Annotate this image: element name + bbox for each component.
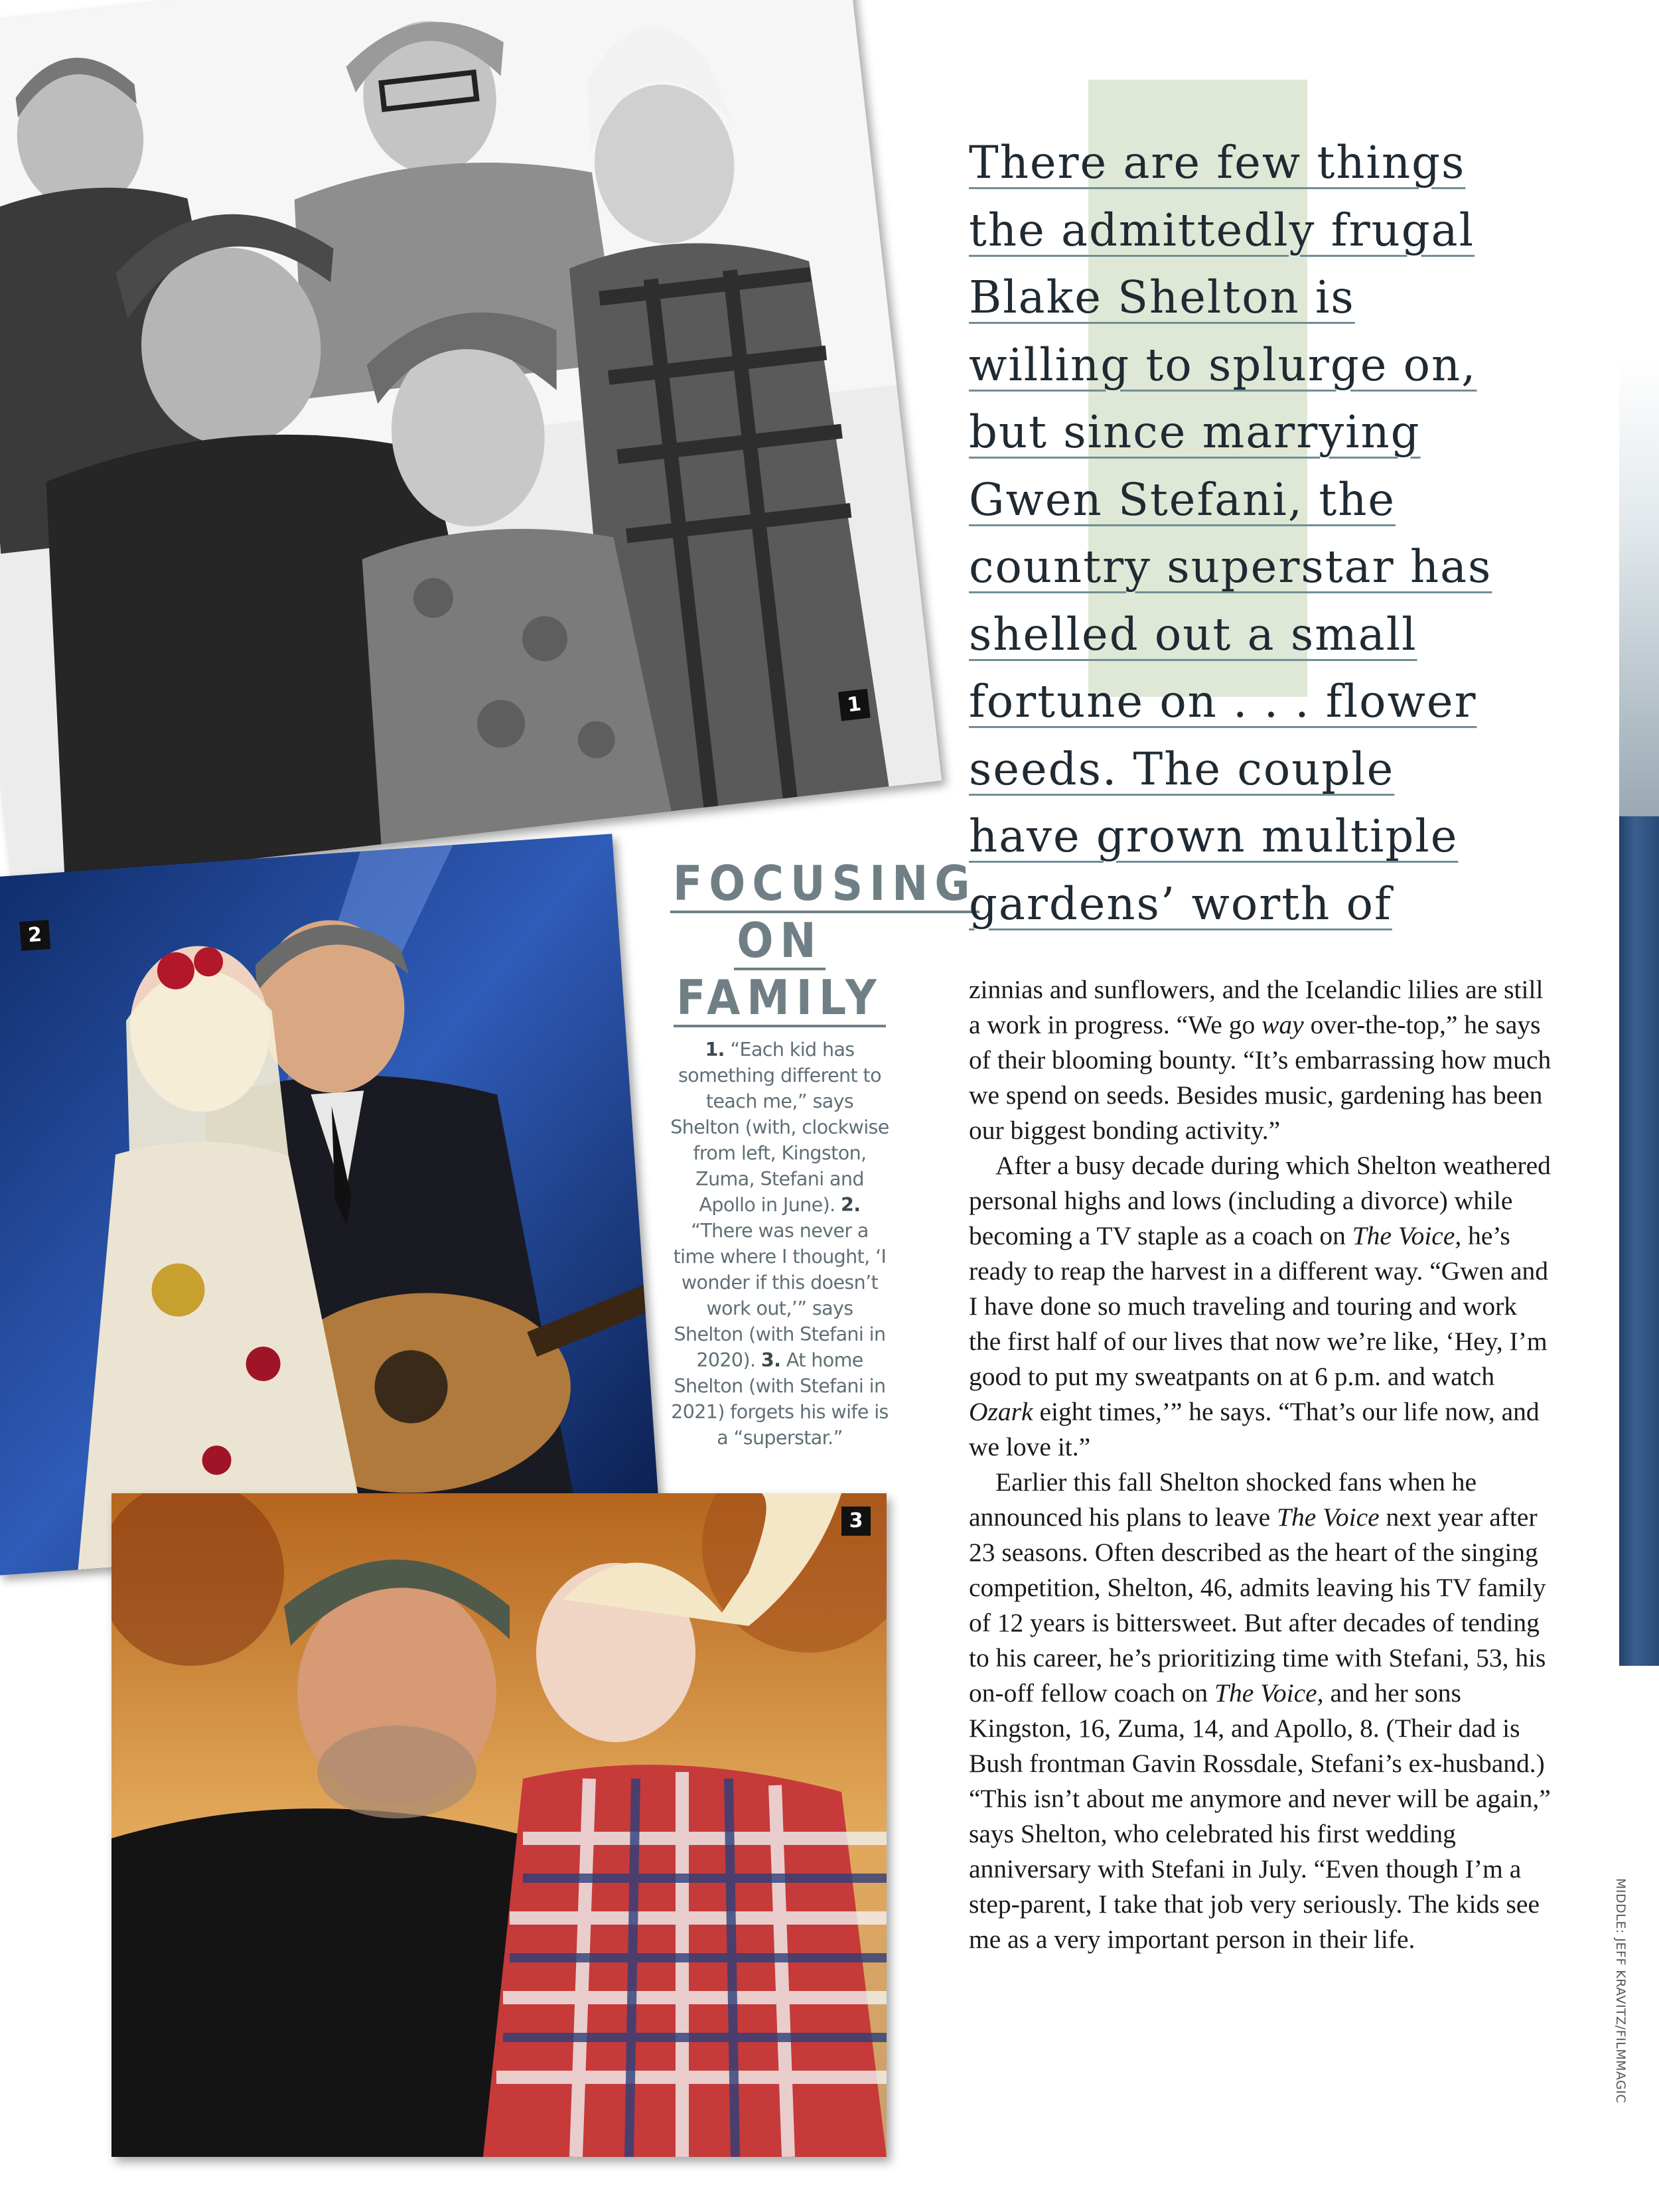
body-text: and her sons Kingston, 16, Zuma, 14, and Apollo, 8. (Their dad is Bush frontman Gavin Rossdale, Stefani’s ex-husband.) “This isn’t about me anymore and never will be again,” says Shelton, who celebrated his first wedding anniversary with Stefani in July. “Even though I’m a step-parent, I take that job very seriously. The kids see me as a very important person in their life. (969, 1678, 1551, 1954)
photo-number-badge: 3 (841, 1507, 871, 1536)
body-text: over-the-top,” he says of their blooming bounty. “It’s embarrassing how much we spend on seeds. Besides music, gardening has been our biggest bonding activity.” (969, 1010, 1551, 1145)
article-lead (969, 129, 1553, 938)
sidebar-title-line: FOCUSING (670, 856, 979, 913)
photo-caption-sidebar (670, 855, 977, 1451)
caption-text: At home Shelton (with Stefani in 2021) forgets his wife is a “superstar.” (671, 1349, 889, 1449)
body-paragraph (969, 1465, 1553, 1957)
caption-text: “There was never a time where I thought, ‘I wonder if this doesn’t work out,’” says Shelton (with Stefani in 2020). (673, 1220, 887, 1371)
body-emphasis: way (1262, 1010, 1304, 1039)
stage-photo (0, 834, 660, 1575)
lead-line: seeds. The couple (969, 743, 1395, 795)
caption-number: 3. (760, 1349, 781, 1371)
body-paragraph (969, 972, 1553, 1148)
sidebar-title-line: FAMILY (674, 970, 886, 1027)
caption-number: 1. (705, 1039, 725, 1061)
article-body (969, 972, 1553, 1957)
body-emphasis: The Voice, (1352, 1221, 1462, 1250)
photo-number-badge: 2 (19, 920, 50, 951)
home-kiss-photo (111, 1493, 887, 2157)
body-paragraph (969, 1148, 1553, 1465)
lead-line: willing to splurge on, (969, 338, 1477, 391)
body-text: he’s ready to reap the harvest in a different way. “Gwen and I have done so much traveling and touring and work the first half of our lives that now we’re like, ‘Hey, I’m good to put my sweatpants on at 6 p.m. and watch (969, 1221, 1549, 1391)
adjacent-page-photo-top (1619, 358, 1659, 816)
stage-photo-illustration (0, 834, 660, 1575)
lead-line: the admittedly frugal (969, 204, 1475, 256)
body-emphasis: The Voice, (1214, 1678, 1324, 1708)
sidebar-title-line: ON (734, 913, 825, 970)
photo-captions (670, 1037, 889, 1451)
body-text: Earlier this fall Shelton shocked fans when he announced his plans to leave (969, 1467, 1477, 1532)
body-emphasis: The Voice (1277, 1503, 1380, 1532)
photo-credit: MIDDLE: JEFF KRAVITZ/FILMMAGIC (1613, 1878, 1628, 2104)
family-portrait-photo (0, 0, 942, 887)
lead-line: There are few things (969, 137, 1466, 188)
home-kiss-illustration (111, 1493, 887, 2157)
adjacent-page-photo (1619, 816, 1659, 1666)
lead-line: Blake Shelton is (969, 271, 1355, 323)
body-text: next year after 23 seasons. Often described as the heart of the singing competition, Shelton, 46, admits leaving his TV family of 12 years is bittersweet. But after decades of tending to his career, he’s prioritizing time with Stefani, 53, his on-off fellow coach on (969, 1503, 1546, 1708)
family-portrait-illustration (0, 0, 942, 887)
sidebar-title (670, 855, 977, 1027)
body-text: zinnias and sunflowers, and the Icelandic lilies are still a work in progress. “We go (969, 975, 1544, 1039)
body-text: eight times,’” he says. “That’s our life now, and we love it.” (969, 1397, 1540, 1461)
photo-number-badge: 1 (838, 689, 871, 721)
lead-line: but since marrying (969, 406, 1421, 458)
body-emphasis: Ozark (969, 1397, 1033, 1426)
lead-line: country superstar has (969, 541, 1492, 593)
lead-line: gardens’ worth of (969, 877, 1392, 930)
lead-line: Gwen Stefani, the (969, 473, 1396, 526)
caption-text: “Each kid has something different to teach me,” says Shelton (with, clockwise from left, Kingston, Zuma, Stefani and Apollo in June). (670, 1039, 889, 1216)
caption-number: 2. (841, 1194, 861, 1216)
body-text: After a busy decade during which Shelton weathered personal highs and lows (including a divorce) while becoming a TV staple as a coach on (969, 1151, 1551, 1250)
lead-line: fortune on . . . flower (969, 676, 1477, 727)
lead-line: have grown multiple (969, 810, 1459, 862)
lead-line: shelled out a small (969, 608, 1417, 660)
